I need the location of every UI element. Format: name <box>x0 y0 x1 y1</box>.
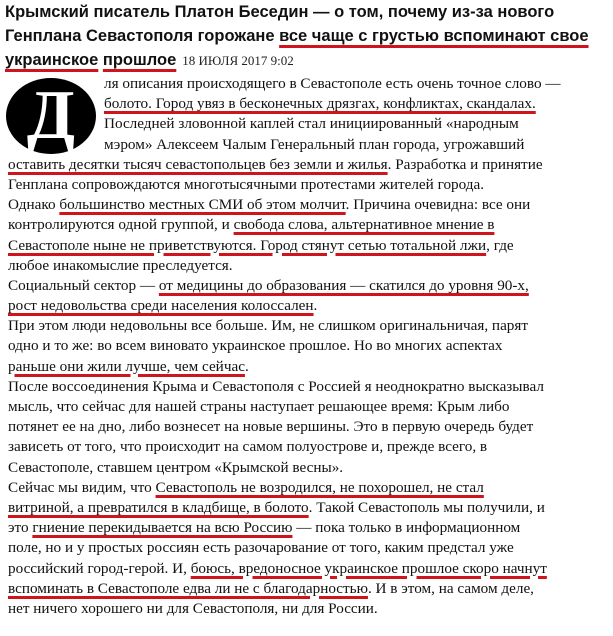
article-line <box>8 599 606 619</box>
body-text: . <box>313 297 318 315</box>
highlighted-text: от медицины до образования — скатился до уровня 90-х, <box>158 276 529 294</box>
article-line <box>8 316 606 336</box>
article-line <box>8 94 606 114</box>
highlighted-text: вспоминать в Севастополе едва ли не с благодарностью <box>8 579 368 597</box>
article-line <box>8 155 606 175</box>
body-text: . И в этом, на самом деле, <box>367 579 534 597</box>
body-text: Севастополе, ставшем центром «Крымской весны». <box>8 458 344 476</box>
highlighted-text: свобода слова, альтернативное мнение в <box>233 216 495 234</box>
body-text: — пока только в информационном <box>292 519 521 537</box>
body-text: После воссоединения Крыма и Севастополя с Россией я неоднократно высказывал <box>8 377 544 395</box>
article-line <box>8 357 606 377</box>
article-line <box>8 579 606 599</box>
article-line <box>8 559 606 579</box>
article-line <box>8 256 606 276</box>
article-line <box>8 276 606 296</box>
article-line <box>8 236 606 256</box>
headline-highlight: все чаще с грустью вспоминают свое украинское <box>5 27 589 69</box>
article-line <box>8 458 606 478</box>
body-text: контролируются одной группой, и <box>8 216 234 234</box>
highlighted-text: оставить десятки тысяч севастопольцев без земли и жилья <box>8 155 388 173</box>
body-text: зависеть от того, что происходит на самом полуострове и, прежде всего, в <box>8 438 488 456</box>
body-text: Сейчас мы видим, что <box>8 478 156 496</box>
highlighted-text: раньше они жили лучше, чем сейчас <box>8 357 245 375</box>
article-line <box>8 377 606 397</box>
body-text: . Разработка и принятие <box>387 155 543 173</box>
body-text: нет ничего хорошего ни для Севастополя, ни для России. <box>8 599 378 617</box>
highlighted-text: Севастополь не возродился, не похорошел, не стал <box>155 478 484 496</box>
article-line <box>8 336 606 356</box>
article-line <box>8 195 606 215</box>
article-line <box>8 397 606 417</box>
body-text: любое инакомыслие преследуется. <box>8 256 233 274</box>
body-text: мысль, что сейчас для нашей страны наступает решающее время: Крым либо <box>8 398 510 415</box>
article-line <box>8 175 606 195</box>
article-line <box>8 417 606 437</box>
body-text: Социальный сектор — <box>8 276 159 294</box>
body-text: потянет ее на дно, либо вознесет на новые вершины. Это в первую очередь будет <box>8 418 534 436</box>
body-text: это <box>8 519 33 537</box>
highlighted-text: болото. Город увяз в бесконечных дрязгах, конфликтах, скандалах. <box>104 95 536 113</box>
body-text: Генплана сопровождаются многотысячными протестами жителей города. <box>8 175 485 193</box>
article-line <box>8 74 606 94</box>
body-text: , где <box>486 236 514 254</box>
article-line <box>8 135 606 155</box>
article-line <box>8 478 606 498</box>
article-line <box>8 498 606 518</box>
body-text: . Причина очевидна: все они <box>345 196 531 214</box>
article-line <box>8 538 606 558</box>
article-date: 18 ИЮЛЯ 2017 9:02 <box>182 53 294 68</box>
article-line <box>8 114 606 134</box>
headline-text: Крымский писатель Платон Беседин — о том, почему из-за нового Генплана Севастополя горожане <box>5 3 555 45</box>
body-text: Последней зловонной каплей стал инициированный «народным <box>104 115 519 133</box>
highlighted-text: витриной, а превратился в кладбище, в болото <box>8 498 309 516</box>
body-text: мэром» Алексеем Чалым Генеральный план города, угрожавший <box>104 135 525 153</box>
body-text: . Такой Севастополь мы получили, и <box>308 498 545 516</box>
article-line <box>8 215 606 235</box>
highlighted-text: Севастополе ныне не приветствуются. Город стянут сетью тотальной лжи <box>8 236 487 254</box>
body-text: Однако <box>8 196 60 214</box>
article-headline <box>5 0 608 73</box>
highlighted-text: рост недовольства среди населения колоссален <box>8 297 314 315</box>
body-text: При этом люди недовольны все больше. Им, не слишком оригинальничая, парят <box>8 317 529 335</box>
body-text: ля описания происходящего в Севастополе есть очень точное слово — <box>104 75 561 92</box>
body-text: одно и то же: во всем виновато украинское прошлое. Но во многих аспектах <box>8 337 503 355</box>
highlighted-text: боюсь, вредоносное украинское прошлое скоро начнут <box>190 559 547 577</box>
article-line <box>8 296 606 316</box>
article-body <box>8 74 606 619</box>
body-text: поле, но и у простых россиян есть разочарование от того, каким предстал уже <box>8 539 514 557</box>
article-line <box>8 518 606 538</box>
drop-cap: Д <box>6 78 96 154</box>
article-line <box>8 437 606 457</box>
highlighted-text: гниение перекидывается на всю Россию <box>32 519 293 537</box>
body-text: . <box>244 357 249 375</box>
body-text: российский город-герой. И, <box>8 559 191 577</box>
highlighted-text: большинство местных СМИ об этом молчит <box>59 196 346 214</box>
headline-end: прошлое <box>102 51 177 69</box>
